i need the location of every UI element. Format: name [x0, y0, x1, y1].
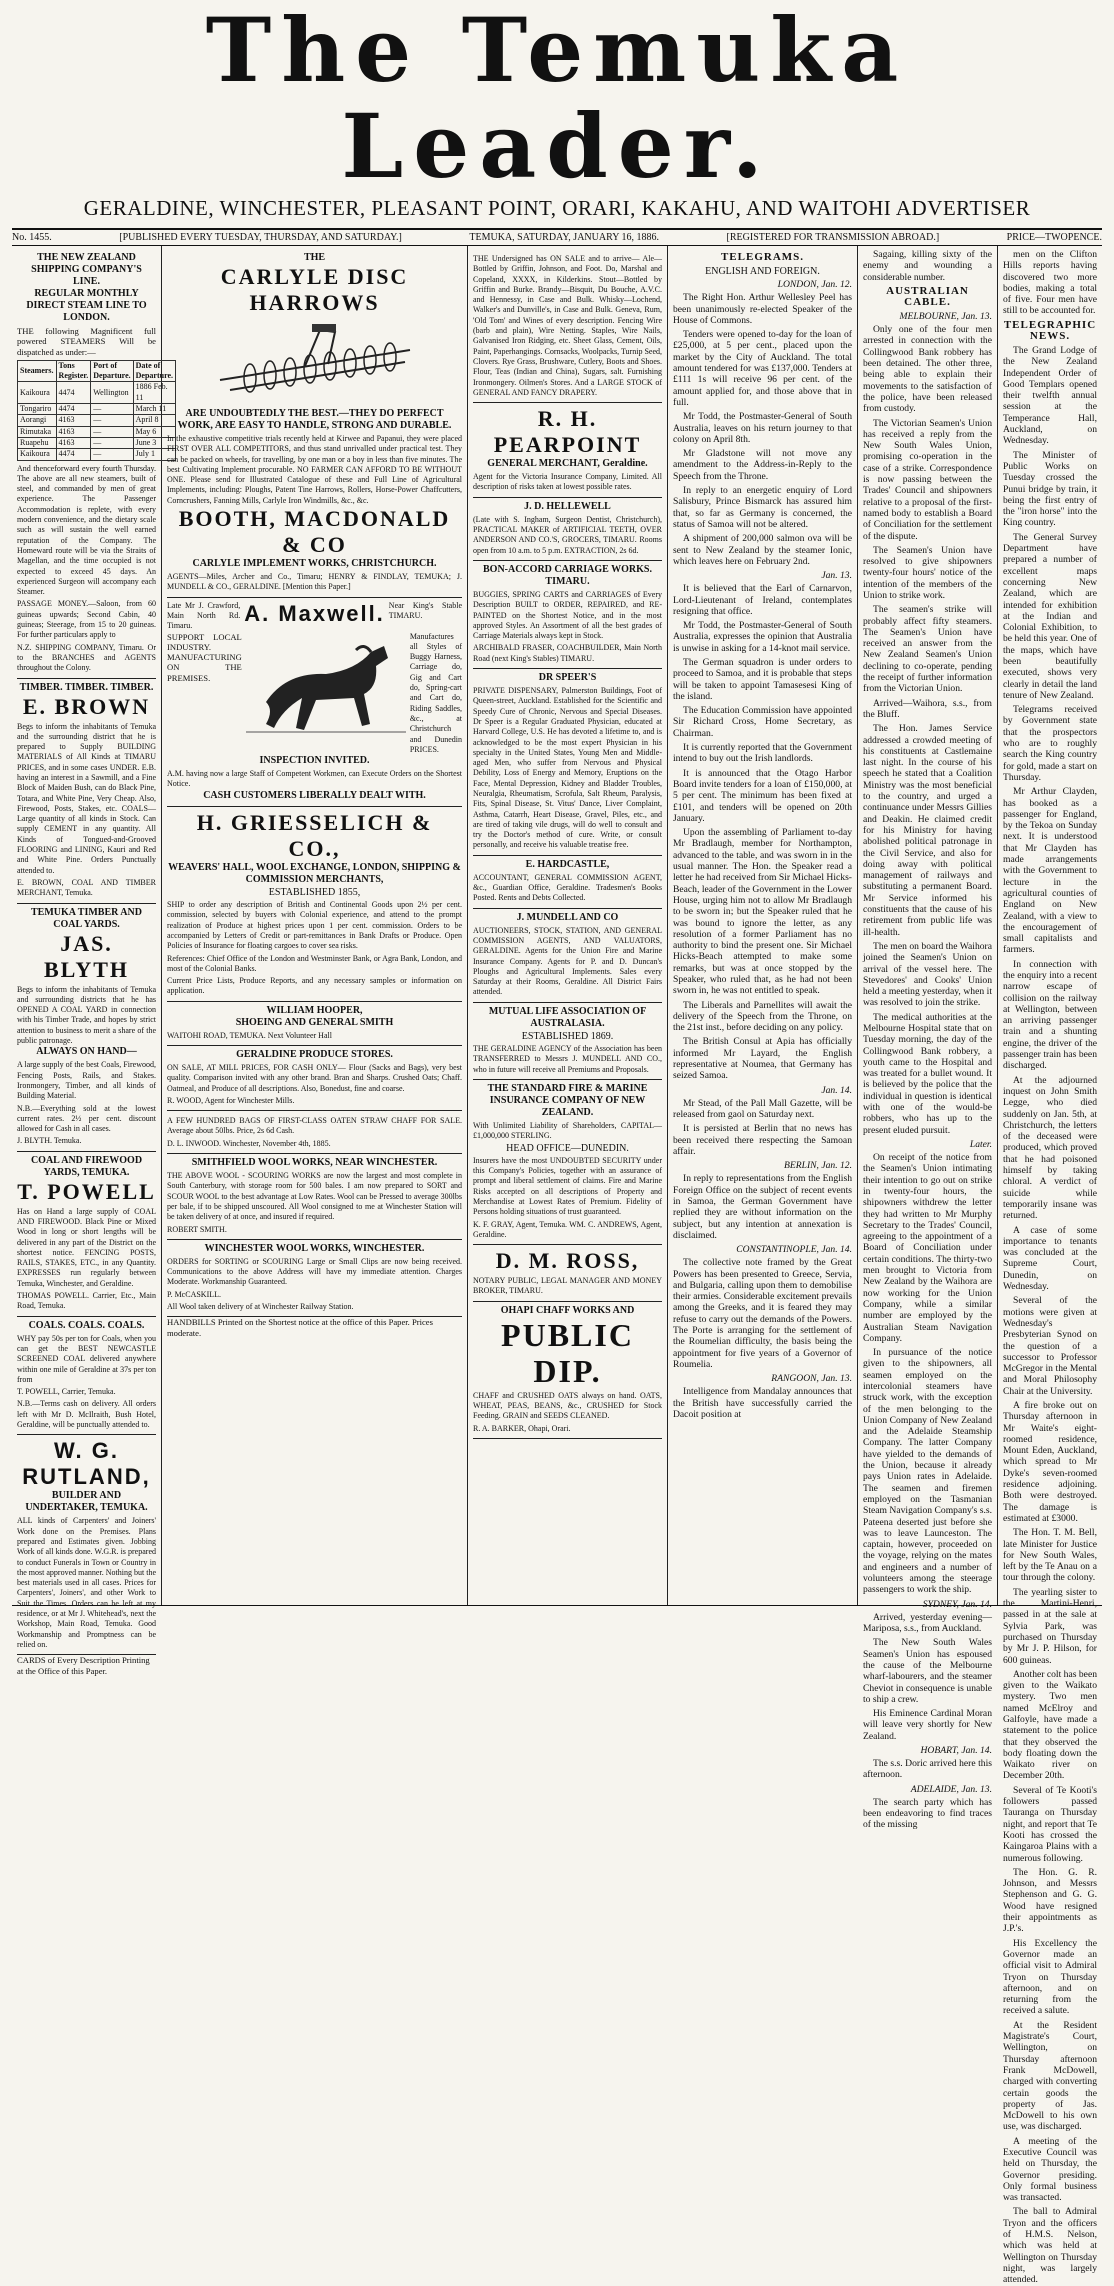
paragraph-group — [673, 1257, 852, 1370]
carlyle-firm-sub: CARLYLE IMPLEMENT WORKS, CHRISTCHURCH. — [192, 558, 437, 570]
dateline-sydney: SYDNEY, Jan. 14. — [922, 1598, 992, 1610]
maxwell-ad — [167, 598, 462, 807]
news-paragraph: The Liberals and Parnellites will await the delivery of the Speech from the Throne, on the 21st inst., before deciding on any policy. — [673, 999, 852, 1034]
news-paragraph: A case of some importance to tenants was concluded at the Supreme Court, Dunedin, on Wednesday. — [1003, 1224, 1097, 1293]
blyth-heading: TEMUKA TIMBER AND COAL YARDS. — [31, 906, 142, 930]
mutual-heading: MUTUAL LIFE ASSOCIATION OF AUSTRALASIA. — [488, 1005, 647, 1029]
news-paragraph: On receipt of the notice from the Seamen's Union intimating their intention to go out on strike in twenty-four hours, the shipowners withdrew the letter they had written to Mr Murphy Secretary to the Trades' Council, agreeing to the appointment of a Board of Conciliation under certain conditions. The thirty-two men brought to Victoria from New Zealand by the Waihora are now working for the Union Company, while a similar number are employed by the Australian Steam Navigation Company. — [863, 1152, 992, 1344]
paragraph-group — [863, 1797, 992, 1831]
standard-signature: K. F. GRAY, Agent, Temuka. WM. C. ANDREWS, Agent, Geraldine. — [473, 1219, 662, 1239]
table-header-cell: Tons Register. — [56, 360, 91, 382]
paragraph-group — [673, 292, 852, 567]
dateline-london-12: LONDON, Jan. 12. — [777, 279, 852, 291]
news-paragraph: It is announced that the Otago Harbor Board invite tenders for a loan of £150,000, at 5 per cent. The minimum has been fixed at £101, and tenders will be opened on 20th January. — [673, 767, 852, 824]
dateline-melbourne: MELBOURNE, Jan. 13. — [899, 311, 992, 323]
bonaccord-heading: BON-ACCORD CARRIAGE WORKS. TIMARU. — [483, 563, 652, 587]
griesselich-body: SHIP to order any description of British and Continental Goods upon 2½ per cent. commission, selected by buyers with Colonial experience, and attend to the prompt realization of Produce at highest prices upon 1 per cent. commission. Orders to be accompanied by Letters of Credit or part-remittances in Bank Drafts or Produce. Open Policies of Insurance for floating cargoes to cover sea risks. — [167, 900, 462, 951]
table-cell: — — [91, 437, 133, 448]
hellewell-body: (Late with S. Ingham, Surgeon Dentist, Christchurch), PRACTICAL MAKER of ARTIFICIAL TEETH, OVER ANDERSON AND CO.'S, GROCERS, TIMARU. Rooms open from 10 a.m. to 5 p.m. EXTRACTION, 2s 6d. — [473, 514, 662, 555]
maxwell-left-text: SUPPORT LOCAL INDUSTRY. MANUFACTURING ON THE PREMISES. — [167, 631, 242, 683]
griesselich-sub: WEAVERS' HALL, WOOL EXCHANGE, LONDON, SHIPPING & COMMISSION MERCHANTS, — [168, 861, 461, 885]
news-paragraph: A fire broke out on Thursday afternoon in Mr Waite's eight-roomed residence, Mount Eden, Auckland, which spread to Mr Dyke's seven-roomed residence adjoining. Both were destroyed. The damage is estimated at £3000. — [1003, 1399, 1097, 1524]
rutland-sub: BUILDER AND UNDERTAKER, TEMUKA. — [25, 1490, 148, 1514]
smithfield-heading: SMITHFIELD WOOL WORKS, NEAR WINCHESTER. — [191, 1157, 438, 1169]
news-paragraph: Another colt has been given to the Waikato mystery. Two men named McElroy and Galfoyle, have made a statement to the police that they observed the body floating down the Waikato river on December 20th. — [1003, 1668, 1097, 1782]
blyth-name: JAS. BLYTH — [43, 930, 129, 982]
shipping-heading: THE NEW ZEALAND SHIPPING COMPANY'S LINE. — [31, 252, 142, 287]
table-cell: Wellington — [91, 382, 133, 404]
standard-office: HEAD OFFICE—DUNEDIN. — [506, 1142, 629, 1154]
chaff-signature: D. L. INWOOD. Winchester, November 4th, 1885. — [167, 1138, 331, 1148]
hooper-ad — [167, 1002, 462, 1046]
powell-heading: COAL AND FIREWOOD YARDS, TEMUKA. — [30, 1154, 143, 1178]
news-paragraph: Several of the motions were given at Wednesday's Presbyterian Synod on the question of a successor to Professor McGregor in the Mental and Moral Philosophy Chair at the University. — [1003, 1295, 1097, 1397]
maxwell-invite: INSPECTION INVITED. — [259, 755, 370, 767]
chaff-body: A FEW HUNDRED BAGS OF FIRST-CLASS OATEN STRAW CHAFF FOR SALE. Average about 50lbs. Price, 2s 6d Cash. — [167, 1116, 462, 1136]
coals-note: N.B.—Terms cash on delivery. All orders left with Mr D. McIlraith, Bush Hotel, Geraldine, will be punctually attended to. — [17, 1399, 156, 1430]
ross-body: NOTARY PUBLIC, LEGAL MANAGER AND MONEY BROKER, TIMARU. — [473, 1276, 662, 1296]
news-paragraph: Arrived, yesterday evening—Mariposa, s.s., from Auckland. — [863, 1611, 992, 1635]
smithfield-signature: ROBERT SMITH. — [167, 1224, 227, 1234]
powell-ad — [17, 1152, 156, 1317]
table-cell: April 8 — [133, 415, 175, 426]
chaff-ad — [167, 1111, 462, 1154]
news-paragraph: The British Consul at Apia has officially informed Mr Layard, the English representative at Noumea, that Germany has seized Samoa. — [673, 1036, 852, 1082]
news-paragraph: The seamen's strike will probably affect fifty steamers. The Seamen's Union have received an answer from the New Zealand Seamen's Union declining to co-operate, pending the receipt of further information from the Victorian Union. — [863, 604, 992, 695]
table-cell: Aorangi — [18, 415, 57, 426]
news-paragraph: The Right Hon. Arthur Wellesley Peel has been unanimously re-elected Speaker of the House of Commons. — [673, 292, 852, 326]
news-paragraph: The New South Wales Seamen's Union has espoused the cause of the Melbourne wharf-labourers, and the steamer Cheviot in consequence is unable to ship a crew. — [863, 1637, 992, 1705]
mundell-ad — [473, 909, 662, 1003]
table-header-cell: Steamers. — [18, 360, 57, 382]
pearpoint-sub: GENERAL MERCHANT, Geraldine. — [487, 458, 648, 470]
hardcastle-body: ACCOUNTANT, GENERAL COMMISSION AGENT, &c., Guardian Office, Geraldine. Tradesmen's Books Posted. Rents and Debts Collected. — [473, 872, 662, 903]
steamer-table-header — [18, 360, 176, 382]
news-paragraph: The Seamen's Union have resolved to give shipowners twenty-four hours' notice of the intention of the members of the Union to strike work. — [863, 544, 992, 601]
news-paragraph: The Education Commission have appointed Sir Richard Cross, Home Secretary, as Chairman. — [673, 705, 852, 739]
winchester-wool-ad — [167, 1240, 462, 1317]
column-2 — [162, 246, 468, 1605]
news-paragraph: Mr Arthur Clayden, has booked as a passenger for England, by the Tekoa on Sunday next. It is understood that Mr Clayden has made arrangements with the Government to lecture in the agricultural counties of England on New Zealand, with a view to the encouragement of small capitalists and farmers. — [1003, 786, 1097, 956]
paragraph-group — [1003, 345, 1097, 2286]
shipping-agent: N.Z. SHIPPING COMPANY, Timaru. Or to the BRANCHES and AGENTS throughout the Colony. — [17, 642, 156, 673]
hardcastle-ad — [473, 856, 662, 909]
news-paragraph: Telegrams received by Government state that the prospectors who are to roughly search the King country for gold, made a start on Thursday. — [1003, 704, 1097, 783]
wines-body: THE Undersigned has ON SALE and to arrive— Ale—Bottled by Griffin, Johnson, and Foot. Do, Marshal and Copeland, XXXX, in Kilderkins. Stout—Bottled by Griffin and Burke. Brandy—Bisquit, Du Bouche, A.V.C. and Hennessy, in Case and Bulk. Whisky—Lochend, Walker's and Dunville's, in Case and Bulk. Geneva, Rum, 'Old Tom' and Wines of every description. Fencing Wire (barb and plain), Wire Netting. Staples, Wire Nails, Galvanised Iron Ridging, etc. Sheet Glass, Cement, Oils, Paint, Paperhangings. Cornsacks, Woolpacks, Turnip Seed, Clovers. Rye Grass, Brushware, Cutlery, Boots and Shoes. Flour, Teas (Indian and China), Sugars, salt. Furnishing Ironmongery. Oilmen's Stores. And a LARGE STOCK of GENERAL AND FANCY DRAPERY. — [473, 254, 662, 397]
news-paragraph: Tenders were opened to-day for the loan of £25,000, at 5 per cent., placed upon the market by the City of Auckland. The total amount tendered for was £137,000. Tenders at £111 1s will receive 96 per cent. of the amount applied for, and those above that in full. — [673, 329, 852, 408]
news-paragraph: The General Survey Department have prepared a number of excellent maps concerning New Zealand, which are intended for exhibition at the Indian and Colonial Exhibition, to be held this year. One of the maps, which have been beautifully executed, shows very clearly in detail the land tenure of New Zealand. — [1003, 531, 1097, 701]
blyth-note: N.B.—Everything sold at the lowest current rates. 2½ per cent. discount allowed for Cash in all cases. — [17, 1103, 156, 1134]
carlyle-body: In the exhaustive competitive trials recently held at Kirwee and Papanui, they were placed FIRST OVER ALL COMPETITORS, and thus stand unrivalled under practical test. They can be packed on wheels, for travelling, by one man or a boy in less than five minutes. The best Cultivating Implement procurable. NO FARMER CAN AFFORD TO BE WITHOUT ONE. Please send for Illustrated Catalogue of these and Full Line of Agricultural Implements, including: Ploughs, Patent Tine Harrows, Rollers, Horse-Power Chaffcutters, Corncrushers, Fanning Mills, Carlyle Iron Windmills, &c., &c. — [167, 434, 462, 505]
price: PRICE—TWOPENCE. — [1006, 232, 1102, 243]
steamer-table-body — [18, 382, 176, 460]
carlyle-tagline: ARE UNDOUBTEDLY THE BEST.—THEY DO PERFECT WORK, ARE EASY TO HANDLE, STRONG AND DURABLE. — [177, 408, 452, 431]
shipping-fares: PASSAGE MONEY.—Saloon, from 60 guineas upwards; Second Cabin, 40 guineas; Steerage, from 15 to 20 guineas. For further particulars apply to — [17, 599, 156, 640]
produce-signature: R. WOOD, Agent for Winchester Mills. — [167, 1095, 295, 1105]
coals-body: WHY pay 50s per ton for Coals, when you can get the BEST NEWCASTLE SCREENED COAL delivered anywhere within one mile of Geraldine at 37s per ton from — [17, 1333, 156, 1384]
news-paragraph: The s.s. Doric arrived here this afternoon. — [863, 1758, 992, 1781]
dateline: TEMUKA, SATURDAY, JANUARY 16, 1886. — [469, 232, 660, 243]
news-paragraph: In reply to representations from the English Foreign Office on the subject of recent events in Samoa, the German Government have replied they are without information on the subject, but any intention at annexation is disclaimed. — [673, 1173, 852, 1241]
news-paragraph: Mr Gladstone will not move any amendment to the Address-in-Reply to the Speech from the Throne. — [673, 448, 852, 482]
carlyle-agents: AGENTS—Miles, Archer and Co., Timaru; HENRY & FINDLAY, TEMUKA; J. MUNDELL & CO., GERALDINE. [Mention this Paper.] — [167, 572, 462, 592]
dateline-constantinople: CONSTANTINOPLE, Jan. 14. — [736, 1244, 852, 1256]
hellewell-ad — [473, 498, 662, 561]
standard-heading: THE STANDARD FIRE & MARINE INSURANCE COMPANY OF NEW ZEALAND. — [487, 1082, 648, 1118]
shipping-intro: THE following Magnificent full powered STEAMERS Will be dispatched as under:— — [17, 326, 156, 357]
table-row — [18, 415, 176, 426]
rutland-body: ALL kinds of Carpenters' and Joiners' Work done on the Premises. Plans prepared and Estimates given. Jobbing Work of all kinds done. W.G.R. is prepared to conduct Funerals in Town or Country in the most approved manner. Nothing but the best materials used in all cases. Prices for Carpenters', Joiners', and other Work to Suit the Times. Orders can be left at my residence, or at Mr J. Whitehead's, next the Workshop, Main Road, Temuka. Good Workmanship and Promptness can be relied on. — [17, 1516, 156, 1649]
brown-ad — [17, 679, 156, 904]
shipping-ad — [17, 249, 174, 679]
standard-body: Insurers have the most UNDOUBTED SECURITY under this Company's Policies, together with an assurance of prompt and liberal settlement of claims. Fire and Marine Risks accepted on all descriptions of Property and Merchandise at Lowest Rates of Premium. Fidelity of Persons holding situations of trust guaranteed. — [473, 1155, 662, 1217]
shipping-subheading: REGULAR MONTHLY DIRECT STEAM LINE TO LONDON. — [26, 288, 147, 323]
hellewell-name: J. D. HELLEWELL — [524, 500, 611, 512]
news-paragraph: The medical authorities at the Melbourne Hospital state that on Tuesday morning, the day of the Collingwood Bank robbery, a youth came to the Hospital and was treated for a bullet wound. It is believed by the police that the individual in question is identical with one of the would-be robbers, who has up to the present eluded pursuit. — [863, 1011, 992, 1136]
table-header-cell: Date of Departure. — [133, 360, 175, 382]
issue-number: No. 1455. — [12, 232, 52, 243]
news-paragraph: The Hon. James Service addressed a crowded meeting of his constituents at Castlemaine last night. In the course of his speech he stated that a Coalition Ministry was the most beneficial to the country, and urged a continuance under Messrs Gillies and Deakin. He claimed credit for his Ministry for having abolished political patronage in the Civil Service, and also for doing away with political management of railways and substituting a permanent Board. Mr Service informed his constituents that the cause of his retirement from public life was ill-health. — [863, 723, 992, 938]
dateline-jan-13: Jan. 13. — [821, 570, 852, 582]
produce-body: ON SALE, AT MILL PRICES, FOR CASH ONLY— Flour (Sacks and Bags), very best quality. Comparison invited with any other brand. Bran and Sharps. Crushed Oats; Chaff. Oatmeal, and Produce of all descriptions. Also, Bonedust, fine and coarse. — [167, 1062, 462, 1093]
column-5-australian-cable — [858, 246, 998, 1831]
news-paragraph: Arrived—Waihora, s.s., from the Bluff. — [863, 697, 992, 720]
news-paragraph: The Minister of Public Works on Tuesday crossed the Punui bridge by train, it being the first entry of the "iron horse" into the King country. — [1003, 449, 1097, 529]
table-cell: 4163 — [56, 415, 91, 426]
news-paragraph: His Excellency the Governor made an official visit to Admiral Tryon on Thursday afternoon, and on returning from the received a salute. — [1003, 1937, 1097, 2017]
dateline-later: Later. — [969, 1138, 992, 1150]
dateline-berlin: BERLIN, Jan. 12. — [784, 1160, 852, 1172]
paragraph-group — [863, 1152, 992, 1596]
produce-heading: GERALDINE PRODUCE STORES. — [236, 1048, 393, 1060]
table-cell: 4474 — [56, 382, 91, 404]
brown-heading: TIMBER. TIMBER. TIMBER. — [19, 681, 154, 693]
brown-body: Begs to inform the inhabitants of Temuka and the surrounding district that he is prepared to Supply BUILDING MATERIALS of All Kinds at TIMARU PRICES, and in some cases UNDER. E.B. having an interest in a Sawmill, and a Fine Block of Maiden Bush, can do Black Pine, Totara, and White Pine, Very Cheap. Also, Firewood, Posts, Stakes, etc. COALS—Large quantity of all kinds in Stock. Can supply CEMENT in any quantity. All Kinds of Tongued-and-Grooved FLOORING and LINING, Kauri and Red and White Pine. Orders Punctually attended to. — [17, 721, 156, 875]
telegrams-heading: TELEGRAMS. — [720, 251, 805, 263]
column-3 — [468, 246, 668, 1605]
mundell-body: AUCTIONEERS, STOCK, STATION, AND GENERAL COMMISSION AGENTS, AND VALUATORS, GERALDINE. Agents for the Union Fire and Marine Insurance Company. Agents for P. and D. Duncan's Ploughs and Agricultural Implements. Sales every Saturday at their Rooms, Geraldine. All District Fairs attended. — [473, 925, 662, 997]
maxwell-body-row — [167, 632, 462, 756]
rutland-ad — [17, 1435, 156, 1655]
news-paragraph: Intelligence from Mandalay announces that the British have successfully carried the Dacoit position at — [673, 1386, 852, 1420]
rutland-name: W. G. RUTLAND, — [22, 1438, 151, 1490]
speer-heading: DR SPEER'S — [538, 672, 597, 684]
lead-paragraph: men on the Clifton Hills reports having discovered two more bodies, making a total of five. Four men have still to be accounted for. — [1003, 249, 1097, 317]
news-paragraph: The yearling sister to the Martini-Henri, passed in at the sale at Sylvia Park, was purchased on Thursday by Mr J. P. Hilson, for 600 guineas. — [1003, 1586, 1097, 1666]
blyth-signature: J. BLYTH. Temuka. — [17, 1136, 82, 1146]
coals-heading: COALS. COALS. COALS. — [28, 1319, 145, 1331]
column-1 — [12, 246, 174, 1676]
news-paragraph: Mr Stead, of the Pall Mall Gazette, will be released from gaol on Saturday next. — [673, 1097, 852, 1121]
bonaccord-signature: ARCHIBALD FRASER, COACHBUILDER, Main North Road (next King's Stables) TIMARU. — [473, 643, 662, 663]
news-paragraph: His Eminence Cardinal Moran will leave very shortly for New Zealand. — [863, 1708, 992, 1742]
griesselich-established: ESTABLISHED 1855, — [268, 886, 361, 898]
blyth-ad — [17, 904, 156, 1152]
news-paragraph: It is persisted at Berlin that no news has been received there respecting the Samoan affair. — [673, 1123, 852, 1157]
table-cell: Tongariro — [18, 404, 57, 415]
table-cell: 4163 — [56, 426, 91, 437]
dateline-hobart: HOBART, Jan. 14. — [920, 1744, 992, 1756]
pearpoint-body: Agent for the Victoria Insurance Company, Limited. All description of risks taken at lowest possible rates. — [473, 472, 662, 492]
pearpoint-name: R. H. PEARPOINT — [493, 406, 642, 458]
table-cell: — — [91, 415, 133, 426]
news-paragraph: In connection with the enquiry into a recent narrow escape of collision on the railway at Wellington, between an arriving passenger train and a shunting engine, the driver of the passenger train has been discharged. — [1003, 958, 1097, 1072]
col2-lower-split — [167, 1002, 462, 1338]
blyth-body: Begs to inform the inhabitants of Temuka and surrounding districts that he has OPENED A COAL YARD in connection with his Timber Trade, and hopes by strict attention to business to merit a share of the public patronage. — [17, 984, 156, 1046]
publicdip-pre: OHAPI CHAFF WORKS AND — [500, 1304, 635, 1316]
paragraph-group — [673, 1173, 852, 1241]
coals-ad — [17, 1317, 156, 1436]
news-paragraph: It is believed that the Earl of Carnarvon, Lord-Lieutenant of Ireland, contemplates resigning that office. — [673, 583, 852, 617]
hooper-address: WAITOHI ROAD, TEMUKA. Next Volunteer Hall — [167, 1030, 332, 1040]
paragraph-group — [673, 1098, 852, 1157]
table-cell: Ruapehu — [18, 437, 57, 448]
table-cell: 4163 — [56, 437, 91, 448]
news-paragraph: Several of Te Kooti's followers passed Tauranga on Thursday night, and report that Te Kooti has crossed the Kaingaroa Plains with a numerous following. — [1003, 1784, 1097, 1864]
brown-signature: E. BROWN, COAL AND TIMBER MERCHANT, Temuka. — [17, 877, 156, 898]
brown-name: E. BROWN — [22, 693, 151, 719]
bonaccord-ad — [473, 561, 662, 669]
registration-note: [REGISTERED FOR TRANSMISSION ABROAD.] — [726, 232, 940, 243]
hooper-sub: SHOEING AND GENERAL SMITH — [235, 1016, 394, 1028]
news-paragraph: Upon the assembling of Parliament to-day Mr Bradlaugh, member for Northampton, advanced to the table, and was sworn in in the usual manner. The Hon. the Speaker read a letter he had received from Sir Michael Hicks-Beach, leader of the Government in the Lower House, urging him not to allow Mr Bradlaugh to be sworn in; but the Speaker ruled that he was bound to ignore the letter, as any resolution of a former Parliament has no authority to bind the present one. Sir Michael Hicks-Beach attempted to make some remarks, but was at once stopped by the Speaker, who ruled that, as he had not been sworn in, he was not entitled to speak. — [673, 827, 852, 997]
produce-ad — [167, 1046, 462, 1111]
paragraph-group — [863, 1758, 992, 1781]
newspaper-title: The Temuka Leader. — [205, 0, 909, 198]
winchester-wool-body: ORDERS for SORTING or SCOURING Large or Small Clips are now being received. Communications to the above Address will have my immediate attention. Charges Moderate. Workmanship Guaranteed. — [167, 1256, 462, 1287]
winchester-wool-note: All Wool taken delivery of at Winchester Railway Station. — [167, 1302, 354, 1312]
news-paragraph: The Victorian Seamen's Union has received a reply from the New South Wales Union, promising co-operation in the case of a strike. Correspondence is now passing between the Trades' Council and shipowners relative to a proposal of the first-named body to establish a Board of Conciliation for the settlement of the dispute. — [863, 417, 992, 542]
table-row — [18, 404, 176, 415]
dateline-rangoon: RANGOON, Jan. 13. — [771, 1373, 852, 1385]
newspaper-subtitle: GERALDINE, WINCHESTER, PLEASANT POINT, ORARI, KAKAHU, AND WAITOHI ADVERTISER — [83, 196, 1031, 220]
maxwell-name: A. Maxwell. — [244, 600, 385, 626]
speer-body: PRIVATE DISPENSARY, Palmerston Buildings, Foot of Queen-street, Auckland. Established for the Scientific and Speedy Cure of Chronic, Nervous and Special Diseases. Dr Speer is a Regular Graduated Physician, educated at Harvard College, U.S. He has devoted a lifetime to, and is acknowledged to be the most expert Physician in his specialty in the United States, Young Men and Middle-aged Men, who suffer from Nervous and Physical Debility, Loss of Energy and Memory, Eruptions on the Face, Mental Depression, Kidney and Bladder Troubles, Neuralgia, Rheumatism, Scrofula, Salt Rheum, Paralysis, Fits, Spinal Disease, St. Vitus' Dance, Liver Complaint, Asthma, Catarrh, Heart Disease, Gravel, Piles, etc., and are tired of taking vile drugs, will do well to consult and try the Doctor's method of cure. Write, or consult personally, and receive his valuable treatise free. — [473, 686, 662, 850]
maxwell-left-top: Late Mr J. Crawford, Main North Rd. Timaru. — [167, 600, 241, 631]
griesselich-references: References: Chief Office of the London and Westminster Bank, or Agra Bank, London, and most of the Colonial Banks. — [167, 953, 462, 973]
telegraphic-news-heading: TELEGRAPHIC NEWS. — [1003, 318, 1097, 342]
ross-ad — [473, 1245, 662, 1302]
news-paragraph: A meeting of the Executive Council was held on Thursday, the Governor presiding. Only formal business was transacted. — [1003, 2135, 1097, 2204]
masthead — [12, 0, 1102, 246]
australian-cable-heading: AUSTRALIAN CABLE. — [886, 284, 969, 308]
powell-signature: THOMAS POWELL. Carrier, Etc., Main Road, Temuka. — [17, 1291, 156, 1311]
shipping-body: And thenceforward every fourth Thursday. The above are all new steamers, built of steel, and commanded by men of great experience. The Passenger Accommodation is replete, with every modern convenience, and the dietary scale such as will sustain the well earned reputation of the Company. The Homeward route will be via the Straits of Magellan, and the time occupied is not expected to exceed 45 days. An experienced Surgeon will accompany each Steamer. — [17, 463, 156, 597]
news-paragraph: It is currently reported that the Government intend to buy out the Irish landlords. — [673, 742, 852, 765]
smithfield-ad — [167, 1154, 462, 1240]
carlyle-heading: CARLYLE DISC HARROWS — [220, 264, 409, 315]
maxwell-header — [167, 601, 462, 632]
griesselich-name: H. GRIESSELICH & CO., — [196, 809, 433, 861]
table-cell: July 1 — [133, 449, 175, 460]
table-cell: May 6 — [133, 426, 175, 437]
paragraph-group — [863, 324, 992, 1136]
news-paragraph: A shipment of 200,000 salmon ova will be sent to New Zealand by the steamer Ionic, which leaves here on February 2nd. — [673, 533, 852, 567]
news-paragraph: The Hon. G. R. Johnson, and Messrs Stephenson and G. G. Wood have resigned their appointments as J.P.'s. — [1003, 1866, 1097, 1935]
maxwell-cash: CASH CUSTOMERS LIBERALLY DEALT WITH. — [203, 789, 426, 801]
paragraph-group — [673, 1386, 852, 1420]
publicdip-ad — [473, 1302, 662, 1439]
news-paragraph: The collective note framed by the Great Powers has been presented to Greece, Servia, and Bulgaria, calling upon them to demobilise their armies. Considerable excitement prevails among the Greeks, and it is feared they may refuse to carry out the demands of the Powers. The Porte is arranging for the settlement of the Roumelian difficulty, the basis being the appointment for five years of a Governor of Roumelia. — [673, 1257, 852, 1370]
smithfield-body: THE ABOVE WOOL - SCOURING WORKS are now the largest and most complete in South Canterbury, with storage room for 500 bales. I am now prepared to SORT and SCOUR WOOL to the best advantage at Low Rates. Wool can be Pressed to average 300lbs per bale, if to be shipped unscoured. All Wool consigned to me at Winchester Station will be taken delivery of at once, and insured if required. — [167, 1171, 462, 1222]
table-header-cell: Port of Departure. — [91, 360, 133, 382]
table-row — [18, 426, 176, 437]
news-paragraph: The men on board the Waihora joined the Seamen's Union on arrival of the vessel here. The Stevedores' and Cooks' Union held a meeting yesterday, when it was resolved to join the strike. — [863, 940, 992, 1009]
table-cell: Kaikoura — [18, 382, 57, 404]
news-paragraph: The ball to Admiral Tryon and the officers of H.M.S. Nelson, which was held at Wellington on Thursday night, was largely attended. — [1003, 2206, 1097, 2286]
wines-ad — [473, 249, 662, 403]
maxwell-right-text: Manufactures all Styles of Buggy Harness, Carriage do, Gig and Cart do, Spring-cart and Cart do, Riding Saddles, &c., at Christchurch and Dunedin PRICES. — [409, 631, 462, 754]
news-paragraph: At the adjourned inquest on John Smith Legge, who died suddenly on Jan. 5th, at Christchurch, the letters of the deceased were produced, which proved that he had poisoned himself by taking chloral. A verdict of suicide while temporarily insane was returned. — [1003, 1074, 1097, 1222]
columns — [12, 246, 1102, 2286]
mutual-body: THE GERALDINE AGENCY of the Association has been TRANSFERRED to Messrs J. MUNDELL AND CO., who in future will receive all Premiums and Proposals. — [473, 1044, 662, 1074]
news-paragraph: In pursuance of the notice given to the shipowners, all seamen employed on the intercolonial steamers have struck work, with the exception of the men belonging to the Union Company of New Zealand and the Adelaide Steamship Company. The latter Company have yielded to the demands of the Union, because it already pays Union rates in Adelaide. The seamen and firemen employed on the Tasmanian Steam Navigation Company's s.s. Pateena deserted just before she was to leave Launceston. The captain, however, proceeded on the voyage, relying on the mates and engineers and a number of volunteers among the steerage passengers to work the ship. — [863, 1347, 992, 1596]
table-cell: — — [91, 426, 133, 437]
news-paragraph: At the Resident Magistrate's Court, Wellington, on Thursday afternoon Frank McDowell, charged with converting certain goods the property of Jas. McDowell to his own use, was discharged. — [1003, 2019, 1097, 2133]
table-cell: 1886 Feb. 11 — [133, 382, 175, 404]
ross-name: D. M. ROSS, — [495, 1248, 640, 1274]
blyth-list-heading: ALWAYS ON HAND— — [36, 1046, 137, 1058]
mutual-established: ESTABLISHED 1869. — [521, 1030, 614, 1042]
carlyle-pre: THE — [303, 252, 326, 263]
griesselich-note: Current Price Lists, Produce Reports, and any necessary samples or information on application. — [167, 976, 462, 996]
news-paragraph: The search party which has been endeavoring to find traces of the missing — [863, 1796, 992, 1831]
table-cell: — — [91, 449, 133, 460]
speer-ad — [473, 669, 662, 856]
news-paragraph: The German squadron is under orders to proceed to Samoa, and it is probable that steps will be taken to appoint Tamasesesi King of the island. — [673, 656, 852, 702]
news-paragraph: Mr Todd, the Postmaster-General of South Australia, expresses the opinion that Australia is unwise in asking for a 14-knot mail service. — [673, 620, 852, 654]
hooper-name: WILLIAM HOOPER, — [266, 1004, 363, 1016]
maxwell-body: A.M. having now a large Staff of Competent Workmen, can Execute Orders on the Shortest Notice. — [167, 769, 462, 789]
carlyle-ad — [167, 249, 462, 598]
news-paragraph: Mr Todd, the Postmaster-General of South Australia, leaves on his return journey to that colony on April 8th. — [673, 411, 852, 445]
table-cell: Rimutaka — [18, 426, 57, 437]
table-row — [18, 449, 176, 460]
column-4-telegrams — [668, 246, 858, 1605]
column-6-telegraphic-news — [998, 246, 1102, 2286]
telegrams-subheading: ENGLISH AND FOREIGN. — [705, 266, 820, 278]
bonaccord-body: BUGGIES, SPRING CARTS and CARRIAGES of Every Description BUILT to ORDER, REPAIRED, and RE-PAINTED on the Shortest Notice, and in the most approved Styles. An Assortment of all the best grades of Carriage Materials always kept in Stock. — [473, 589, 662, 641]
publicdip-body: CHAFF and CRUSHED OATS always on hand. OATS, WHEAT, PEAS, BEANS, &c., CRUSHED for Stock Feeding. GRAIN and SEEDS CLEANED. — [473, 1390, 662, 1421]
steamer-table — [17, 360, 176, 461]
news-paragraph: The Hon. T. M. Bell, late Minister for Justice for New South Wales, left by the Te Anau on a tour through the colony. — [1003, 1527, 1097, 1584]
paragraph-group — [673, 583, 852, 1081]
table-cell: 4474 — [56, 404, 91, 415]
table-row — [18, 382, 176, 404]
mundell-name: J. MUNDELL AND CO — [516, 911, 619, 923]
table-cell: Kaikoura — [18, 449, 57, 460]
lead-paragraph: Sagaing, killing sixty of the enemy and wounding a considerable number. — [863, 249, 992, 283]
publication-schedule: [PUBLISHED EVERY TUESDAY, THURSDAY, AND SATURDAY.] — [119, 232, 402, 243]
table-cell: — — [91, 404, 133, 415]
griesselich-ad — [167, 807, 462, 1002]
coals-signature: T. POWELL, Carrier, Temuka. — [17, 1387, 116, 1397]
publicdip-signature: R. A. BARKER, Ohapi, Orari. — [473, 1423, 571, 1433]
mutual-ad — [473, 1003, 662, 1080]
maxwell-right-top: Near King's Stable TIMARU. — [388, 600, 462, 620]
winchester-wool-signature: P. McCASKILL. — [167, 1289, 222, 1299]
pearpoint-ad — [473, 403, 662, 498]
winchester-wool-heading: WINCHESTER WOOL WORKS, WINCHESTER. — [204, 1242, 425, 1254]
standard-ad — [473, 1080, 662, 1245]
news-paragraph: Only one of the four men arrested in connection with the Collingwood Bank robbery has been detained. The other three, being able to explain their movements to the satisfaction of the police, have been released from custody. — [863, 324, 992, 415]
disc-harrow-illustration — [210, 320, 420, 404]
powell-body: Has on Hand a large supply of COAL AND FIREWOOD. Black Pine or Mixed Wood in long or short lengths will be delivered in any part of the District on the shortest notice. FENCING POSTS, RAILS, STAKES, ETC., in any Quantity. EXPRESSES run regularly between Temuka, Winchester, and Geraldine. — [17, 1206, 156, 1288]
news-paragraph: The Grand Lodge of the New Zealand Independent Order of Good Templars opened their twelfth annual session at the Temperance Hall, Auckland, on Wednesday. — [1003, 344, 1097, 447]
table-row — [18, 437, 176, 448]
paragraph-group — [863, 1612, 992, 1742]
powell-name: T. POWELL — [17, 1178, 156, 1204]
cards-notice: CARDS of Every Description Printing at the Office of this Paper. — [17, 1655, 150, 1676]
table-cell: March 11 — [133, 404, 175, 415]
col2-lower-left — [167, 1002, 462, 1338]
standard-capital: With Unlimited Liability of Shareholders, CAPITAL—£1,000,000 STERLING. — [473, 1120, 662, 1141]
handbills-notice: HANDBILLS Printed on the Shortest notice at the office of this Paper. Prices moderate. — [167, 1317, 433, 1338]
table-cell: June 3 — [133, 437, 175, 448]
news-paragraph: In reply to an energetic enquiry of Lord Salisbury, Prince Bismarck has assured him that, so far as Germany is concerned, the status of Samoa will not be altered. — [673, 485, 852, 530]
publicdip-heading: PUBLIC DIP. — [501, 1316, 634, 1389]
dateline-jan-14: Jan. 14. — [821, 1084, 852, 1096]
horse-illustration — [246, 632, 406, 742]
table-cell: 4474 — [56, 449, 91, 460]
issue-bar — [12, 228, 1102, 246]
dateline-adelaide: ADELAIDE, Jan. 13. — [910, 1783, 992, 1795]
hardcastle-name: E. HARDCASTLE, — [525, 858, 610, 870]
blyth-list: A large supply of the best Coals, Firewood, Fencing Posts, Rails, and Stakes. Ironmongery, Timber, and all kinds of Building Material. — [17, 1060, 156, 1101]
carlyle-firm: BOOTH, MACDONALD & CO — [178, 506, 451, 558]
